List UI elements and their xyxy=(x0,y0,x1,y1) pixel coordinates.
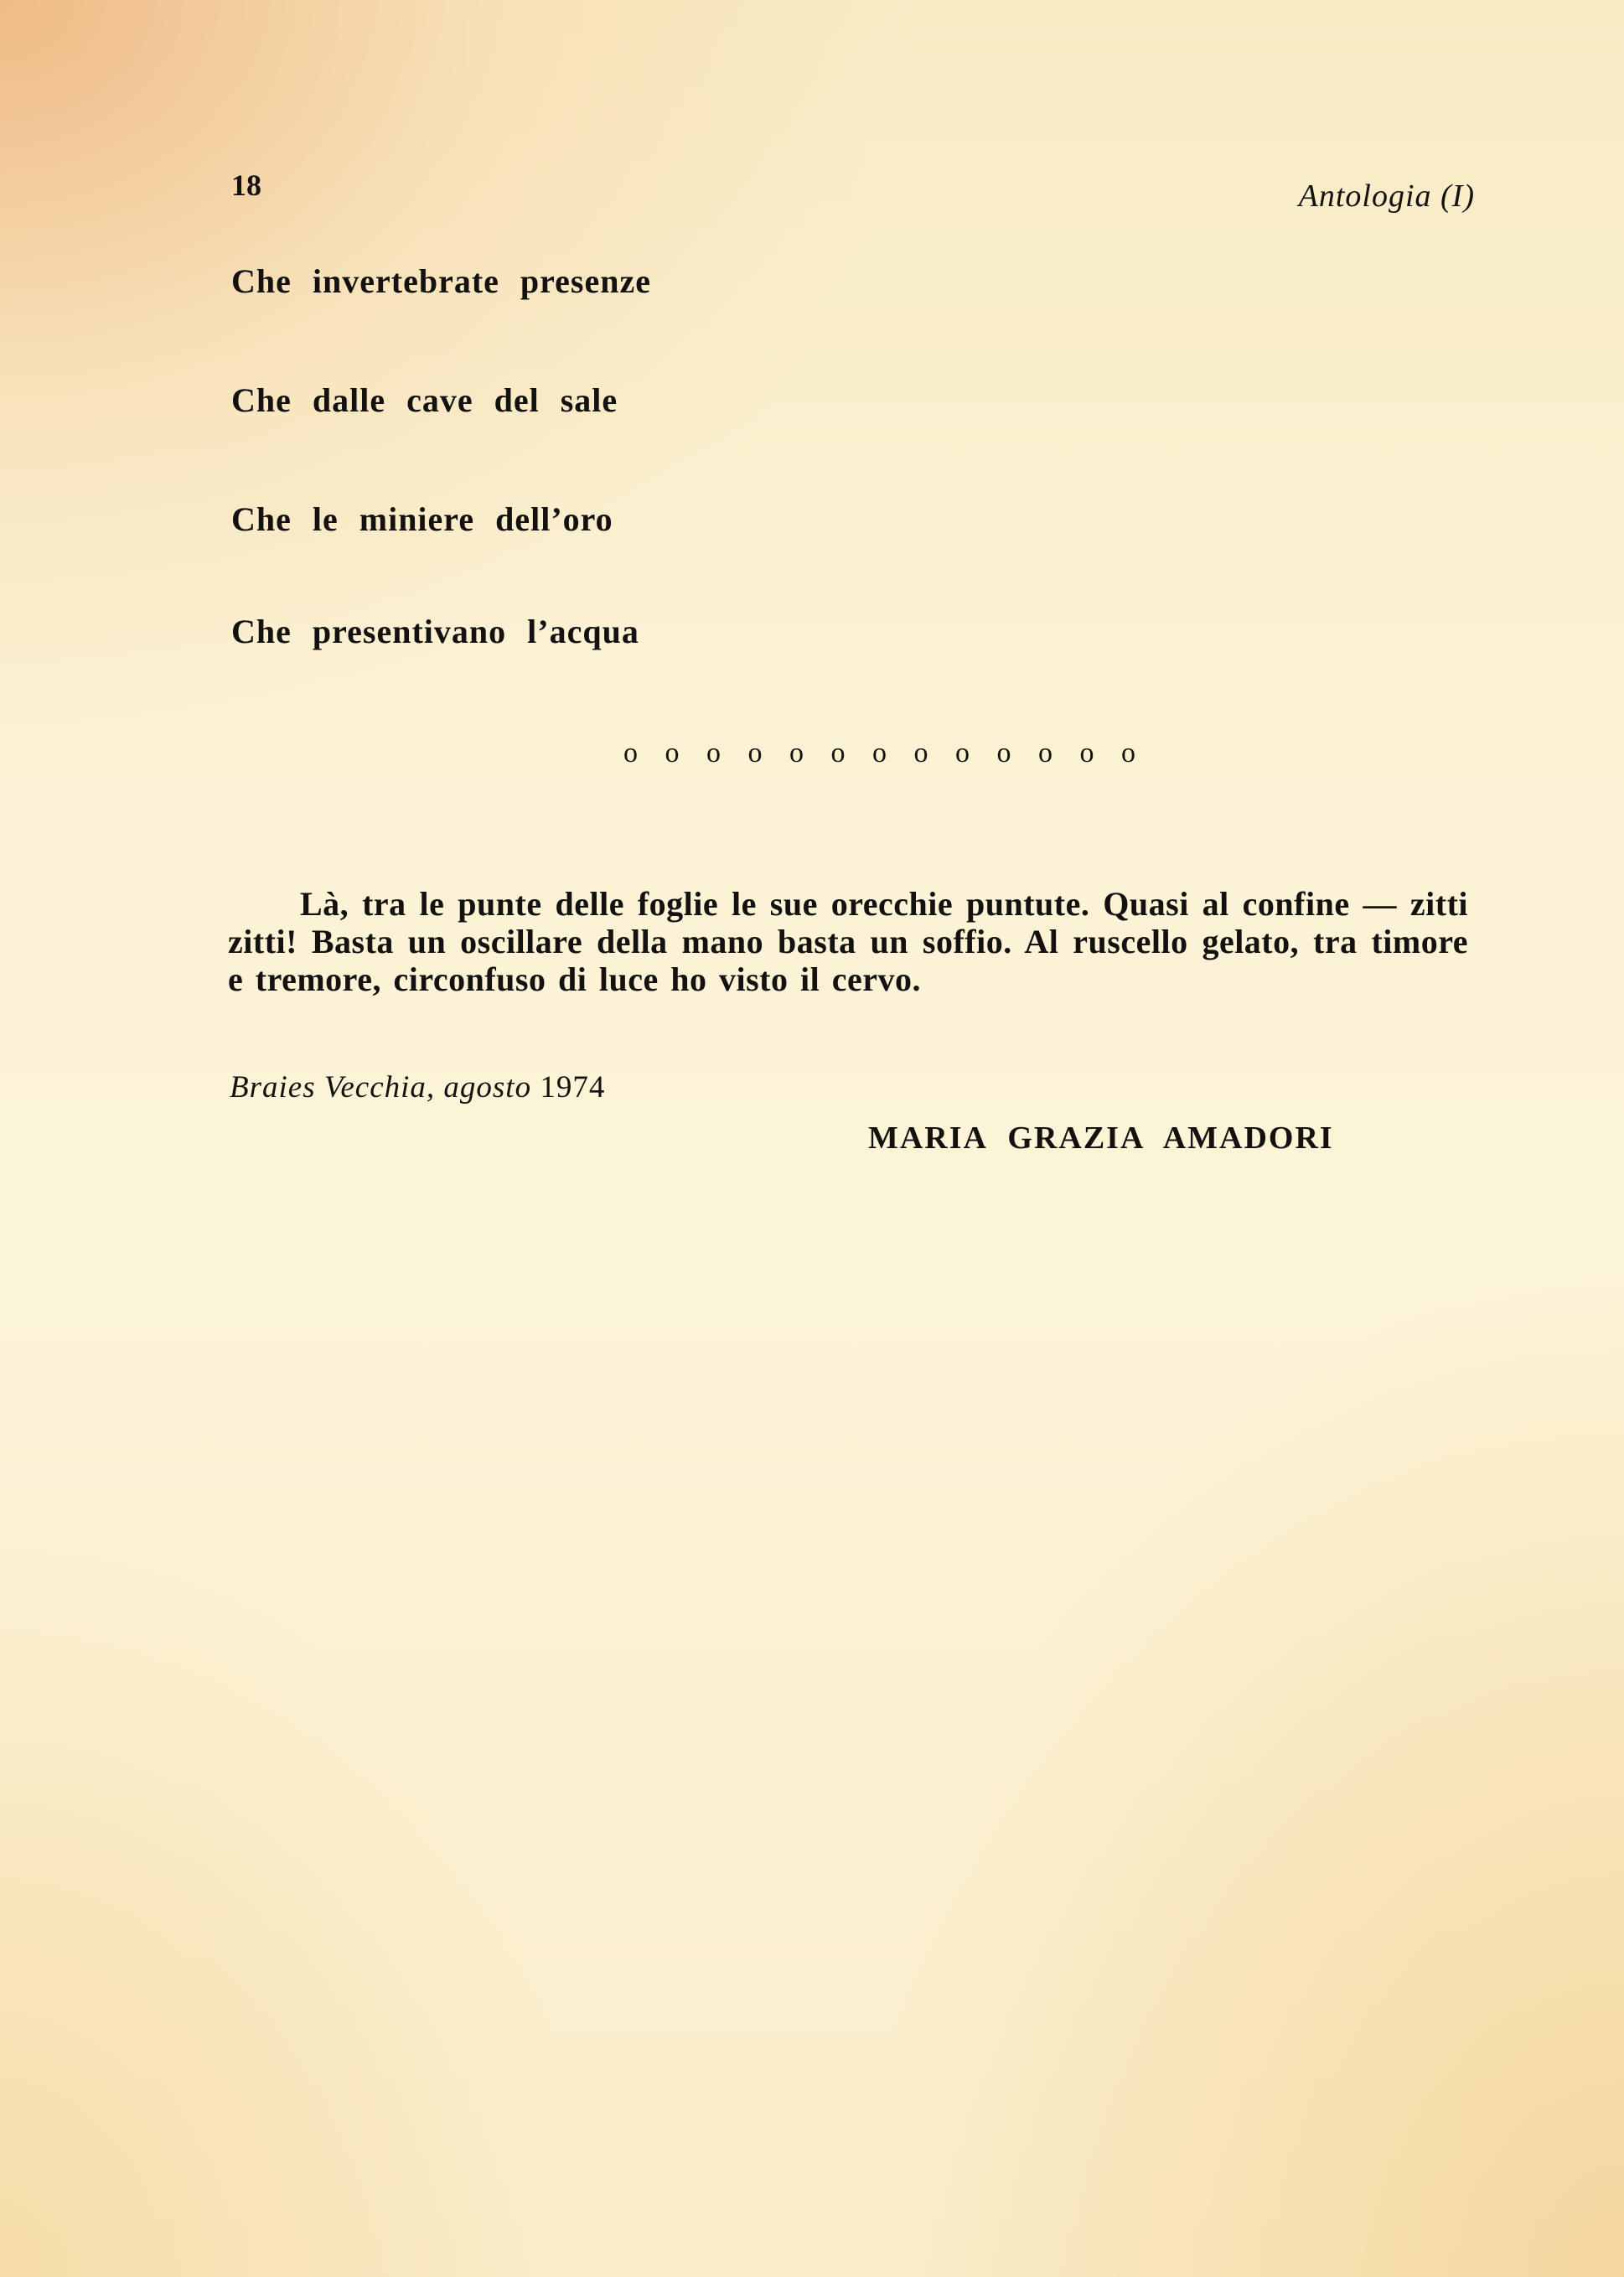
section-divider: o o o o o o o o o o o o o xyxy=(623,737,1146,768)
author-signature: MARIA GRAZIA AMADORI xyxy=(868,1120,1334,1156)
poem-line: Che presentivano l’acqua xyxy=(231,613,639,650)
poem-line: Che le miniere dell’oro xyxy=(231,500,613,538)
dateline xyxy=(230,1069,605,1105)
page-number: 18 xyxy=(231,168,261,202)
prose-paragraph: Là, tra le punte delle foglie le sue orecchie puntute. Quasi al confine — zitti zitti! Basta un oscillare della mano basta un soffio. Al ruscello gelato, tra timore e tremore, circonfuso di luce ho visto il cervo. xyxy=(228,885,1468,998)
dateline-place: Braies Vecchia, xyxy=(230,1070,436,1105)
poem-line: Che dalle cave del sale xyxy=(231,381,618,419)
dateline-month: agosto xyxy=(443,1070,532,1105)
running-head: Antologia (I) xyxy=(1298,179,1475,214)
dateline-year: 1974 xyxy=(540,1070,606,1105)
poem-line: Che invertebrate presenze xyxy=(231,262,652,300)
